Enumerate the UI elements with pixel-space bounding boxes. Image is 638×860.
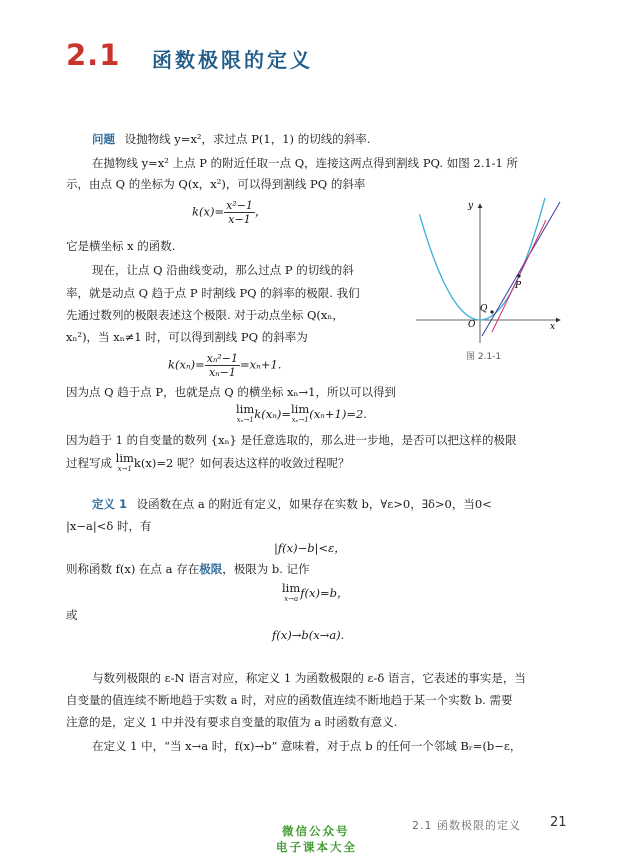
equation-limit: [236, 404, 367, 426]
paragraph-line: 先通过数列的极限表述这个极限. 对于动点坐标 Q(xₙ，: [66, 308, 344, 322]
paragraph-line: xₙ²)，当 xₙ≠1 时，可以得到割线 PQ 的斜率为: [66, 330, 308, 344]
numerator: x²−1: [226, 199, 253, 212]
text-run: ，极限为 b. 记作: [222, 562, 310, 576]
equation-kx: [192, 199, 266, 226]
equation-arrow: f(x)→b(x→a).: [272, 628, 345, 642]
figure-caption: 图 2.1-1: [466, 352, 502, 362]
keyword-limit: 极限: [199, 562, 223, 576]
problem-line: [92, 131, 370, 147]
problem-text: 设抛物线 y=x²，求过点 P(1，1) 的切线的斜率.: [124, 132, 371, 146]
paragraph-line: 示，由点 Q 的坐标为 Q(x，x²)，可以得到割线 PQ 的斜率: [66, 177, 366, 191]
section-number: 2.1: [66, 38, 121, 72]
denominator: x−1: [228, 213, 251, 226]
paragraph-line: 或: [66, 608, 78, 622]
text-run: k(x)=2 呢？如何表达这样的收敛过程呢？: [133, 456, 350, 470]
equation-limit-def: [282, 583, 348, 605]
definition-line: [92, 496, 492, 512]
point-q: [490, 310, 493, 313]
paragraph-line: 自变量的值连续不断地趋于实数 a 时，对应的函数值连续不断地趋于某一个实数 b. 需要: [66, 693, 513, 707]
equation-kxn: [168, 352, 281, 379]
secant-line: [482, 202, 560, 336]
paragraph-line: [66, 561, 310, 577]
paragraph-line: 因为趋于 1 的自变量的数列 {xₙ} 是任意选取的，那么进一步地，是否可以把这样的极限: [66, 433, 517, 447]
label-x: x: [550, 322, 556, 332]
paragraph-line: [66, 453, 349, 475]
eq-lhs: k(x)=: [192, 204, 225, 219]
eq-rhs: f(x)=b，: [300, 586, 349, 600]
paragraph-line: 它是横坐标 x 的函数.: [66, 239, 176, 253]
paragraph-line: 现在，让点 Q 沿曲线变动，那么过点 P 的切线的斜: [92, 263, 354, 277]
problem-label: 问题: [92, 132, 115, 146]
footer-section: 2.1 函数极限的定义: [412, 819, 521, 832]
fraction: [224, 199, 255, 226]
figure-parabola: [410, 198, 568, 348]
denominator: xₙ−1: [208, 366, 236, 379]
label-p: P: [515, 281, 522, 291]
text-run: 则称函数 f(x) 在点 a 存在: [66, 562, 200, 576]
numerator: xₙ²−1: [206, 352, 239, 365]
label-q: Q: [480, 304, 488, 314]
text-run: 过程写成: [66, 456, 112, 470]
eq-rhs: (xₙ+1)=2.: [309, 407, 367, 421]
watermark-line: 微信公众号: [282, 824, 350, 838]
definition-text: 设函数在点 a 的附近有定义，如果存在实数 b，∀ε>0，∃δ>0，当0<: [136, 497, 492, 511]
eq-mid: k(xₙ)=: [254, 407, 291, 421]
paragraph-line: 在抛物线 y=x² 上点 P 的附近任取一点 Q，连接这两点得到割线 PQ. 如图 2.1-1 所: [92, 156, 519, 170]
definition-label: 定义 1: [92, 497, 128, 511]
lim-operator: lim xₙ→1: [291, 402, 310, 424]
fraction: [205, 352, 240, 379]
paragraph-line: 注意的是，定义 1 中并没有要求自变量的取值为 a 时函数有意义.: [66, 715, 398, 729]
label-y: y: [468, 201, 474, 211]
lim-operator: lim x→a: [282, 581, 301, 603]
lim-operator: lim x→1: [115, 451, 134, 473]
eq-rhs: ，: [254, 204, 267, 219]
label-o: O: [468, 320, 476, 330]
equation-abs: |f(x)−b|<ε，: [274, 541, 346, 555]
point-p: [517, 274, 520, 277]
watermark-line: 电子课本大全: [276, 840, 357, 854]
paragraph-line: 与数列极限的 ε-N 语言对应，称定义 1 为函数极限的 ε-δ 语言，它表述的事实是，当: [92, 671, 526, 685]
eq-rhs: =xₙ+1.: [240, 357, 282, 372]
parabola-curve: [420, 198, 569, 320]
page-number: 21: [550, 815, 567, 830]
lim-operator: lim xₙ→1: [236, 402, 255, 424]
eq-lhs: k(xₙ)=: [168, 357, 205, 372]
paragraph-line: 在定义 1 中，“当 x→a 时，f(x)→b” 意味着，对于点 b 的任何一个邻域 Bᵣ=(b−ε，: [92, 739, 522, 753]
paragraph-line: 率，就是动点 Q 趋于点 P 时割线 PQ 的斜率的极限. 我们: [66, 286, 360, 300]
paragraph-line: 因为点 Q 趋于点 P，也就是点 Q 的横坐标 xₙ→1，所以可以得到: [66, 385, 396, 399]
section-title: 函数极限的定义: [152, 48, 313, 72]
paragraph-line: |x−a|<δ 时，有: [66, 519, 152, 533]
